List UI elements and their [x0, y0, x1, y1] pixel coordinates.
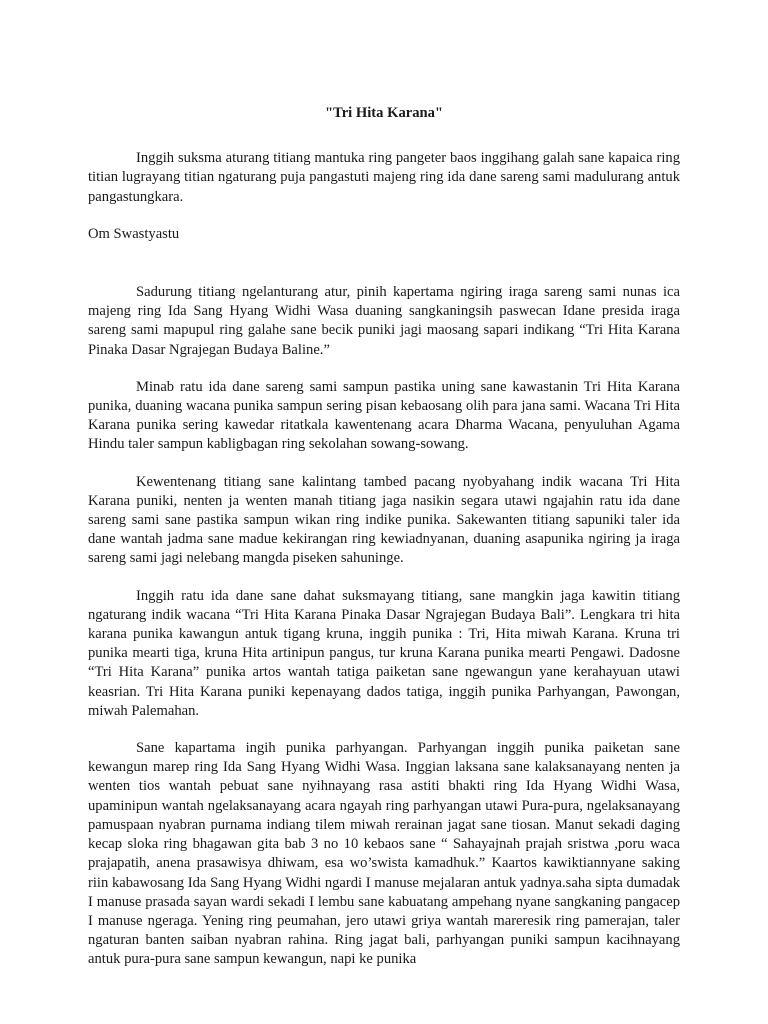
paragraph-parhyangan: Sane kapartama ingih punika parhyangan. Parhyangan inggih punika paiketan sane kewangun marep ring Ida Sang Hyang Widhi Wasa. Inggian laksana sane kalaksanayang nenten ja wenten tios wantah pebuat sane nyihnayang rasa astiti bhakti ring Ida Hyang Widhi Wasa, upaminipun wantah ngelaksanayang acara ngayah ring parhyangan utawi Pura-pura, ngelaksanayang pamuspaan nyabran purnama indiang tilem miwah rerainan jagat sane tiosan. Manut sekadi daging kecap sloka ring bhagawan gita bab 3 no 10 kebaos sane “ Sahayajnah prajah sristwa ,poru waca prajapatih, anena prasawisya dhiwam, esa wo’swista kamadhuk.” Kaartos kawiktiannyane saking riin kabawosang Ida Sang Hyang Widhi ngardi I manuse mejalaran antuk yadnya.saha sipta dumadak I manuse prasada sayan wardi sekadi I lembu sane kabuatang ampehang nyane sangkaning pangacep I manuse ngeraga. Yening ring peumahan, jero utawi griya wantah mareresik ring pamerajan, taler ngaturan banten saiban nyabran rahina. Ring jagat bali, parhyangan puniki sampun kacihnayang antuk pura-pura sane sampun kewangun, napi ke punika — [88, 740, 680, 968]
paragraph-introduction: Sadurung titiang ngelanturang atur, pinih kapertama ngiring iraga sareng sami nunas ica majeng ring Ida Sang Hyang Widhi Wasa duaning sangkaningsih paswecan Idane presida iraga sareng sami mapupul ring galahe sane becik puniki jagi maosang sapari indikang “Tri Hita Karana Pinaka Dasar Ngrajegan Budaya Baline.” — [88, 284, 680, 358]
paragraph-definition: Inggih ratu ida dane sane dahat suksmayang titiang, sane mangkin jaga kawitin titiang ngaturang indik wacana “Tri Hita Karana Pinaka Dasar Ngrajegan Budaya Bali”. Lengkara tri hita karana punika kawangun antuk tigang kruna, inggih punika : Tri, Hita miwah Karana. Kruna tri punika mearti tiga, kruna Hita artinipun pangus, tur kruna Karana punika mearti Pengawi. Dadosne “Tri Hita Karana” punika artos wantah tatiga paiketan sane ngewangun yane kerahayuan utawi keasrian. Tri Hita Karana puniki kepenayang dados tatiga, inggih punika Parhyangan, Pawongan, miwah Palemahan. — [88, 587, 680, 719]
paragraph-opening: Inggih suksma aturang titiang mantuka ring pangeter baos inggihang galah sane kapaica ring titian lugrayang titian ngaturang puja pangastuti majeng ring ida dane sareng sami madulurang antuk pangastungkara. — [88, 150, 680, 205]
paragraph-greeting: Om Swastyastu — [88, 225, 180, 242]
paragraph-humility: Kewentenang titiang sane kalintang tambed pacang nyobyahang indik wacana Tri Hita Karana puniki, nenten ja wenten manah titiang jaga nasikin segara utawi ngajahin ratu ida dane sareng sami sane pastika sampun wikan ring indike punika. Sakewanten titiang sapuniki taler ida dane wantah jadma sane madue kekirangan ring kewiadnyanan, duaning asapunika ngiring ja iraga sareng sami jagi nelebang mangda piseken sahuninge. — [88, 473, 680, 567]
paragraph-background: Minab ratu ida dane sareng sami sampun pastika uning sane kawastanin Tri Hita Karana punika, duaning wacana punika sampun sering pisan kebaosang olih para jana sami. Wacana Tri Hita Karana punika sering kawedar ritatkala kawentenang acara Dharma Wacana, penyuluhan Agama Hindu taler sampun kabligbagan ring sekolahan sowang-sowang. — [88, 378, 680, 453]
document-title: "Tri Hita Karana" — [324, 105, 444, 121]
